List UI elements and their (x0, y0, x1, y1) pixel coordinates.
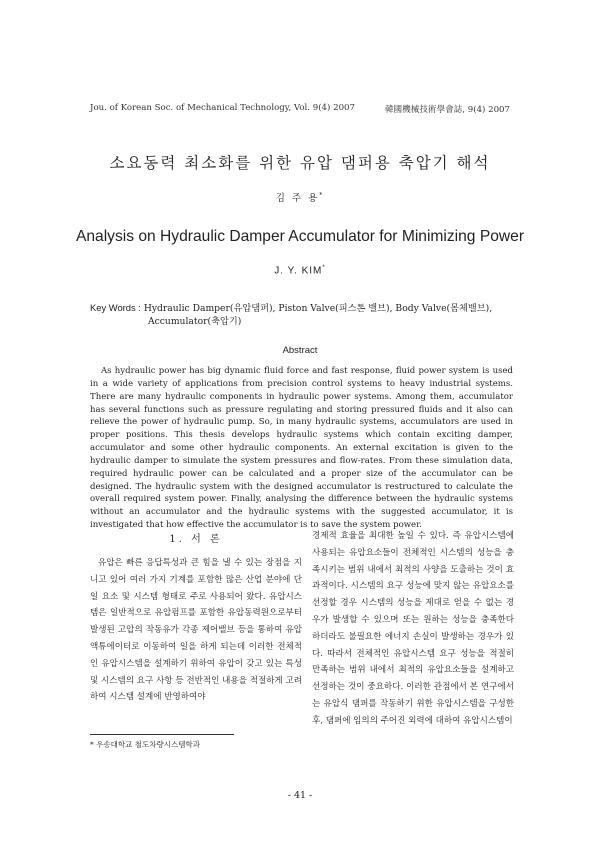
journal-header-left: Jou. of Korean Soc. of Mechanical Technology, Vol. 9(4) 2007 (90, 103, 355, 113)
keywords-line-2: Accumulator(축압기) (148, 316, 242, 327)
journal-header-right: 韓國機械技術學會誌, 9(4) 2007 (384, 105, 510, 115)
keywords-block (90, 301, 520, 328)
author-korean-mark: * (319, 191, 325, 199)
body-left-column: 유압은 빠른 응답특성과 큰 힘을 낼 수 있는 장점을 지니고 있어 여러 가지 기계를 포함한 많은 산업 분야에 단일 요소 및 시스템 형태로 주로 사용되어 왔다. 유압시스템은 일반적으로 유압펌프를 포함한 유압동력원으로부터 발생된 고압의 작동유가 각종 제어밸브 등을 통하여 유압 액튜에이터로 이동하여 일을 하게 되는데 이러한 전체적인 유압시스템을 설계하기 위하여 유압이 갖고 있는 특성 및 시스템의 요구 사항 등 전반적인 내용을 적절하게 고려하여 시스템 설계에 반영하여야 (90, 558, 302, 703)
page-number: - 41 - (287, 790, 313, 801)
abstract-body: As hydraulic power has big dynamic fluid force and fast response, fluid power system is used in a wide variety of applications from precision control systems to heavy industrial systems. There are many hydraulic components in hydraulic power systems. Among them, accumulator has several functions such as pressure regulating and storing pressured fluids and it also can relieve the power of hydraulic pump. So, in many hydraulic systems, accumulators are used in proper positions. This thesis develops hydraulic systems which contain exciting damper, accumulator and some other hydraulic components. An external excitation is given to the hydraulic damper to simulate the system pressures and flow-rates. From these simulation data, required hydraulic power can be calculated and a proper size of the accumulator can be designed. The hydraulic system with the designed accumulator is restructured to calculate the overall required system power. Finally, analysing the difference between the hydraulic systems without an accumulator and the hydraulic systems with the suggested accumulator, it is investigated that how effective the accumulator is to save the system power. (90, 366, 513, 531)
footnote-rule (90, 734, 234, 735)
section-1-heading: 1. 서 론 (169, 534, 223, 545)
footnote: * 우송대학교 철도차량시스템학과 (90, 740, 200, 749)
title-english: Analysis on Hydraulic Damper Accumulator for Minimizing Power (75, 228, 525, 245)
keywords-line-1: Hydraulic Damper(유압댐퍼), Piston Valve(피스톤 밸브), Body Valve(몸체밸브), (143, 303, 493, 314)
author-english-name: J. Y. KIM (274, 265, 323, 277)
author-korean-name: 김 주 용 (275, 193, 320, 204)
title-korean: 소요동력 최소화를 위한 유압 댐퍼용 축압기 해석 (109, 154, 491, 172)
body-right-column: 경제적 효율을 최대한 높일 수 있다. 즉 유압시스템에 사용되는 유압요소들이 전체적인 시스템의 성능을 충족시키는 범위 내에서 최적의 사양을 도출하는 것이 효과적이다. 시스템의 요구 성능에 맞지 않는 유압요소를 선정할 경우 시스템의 성능을 제대로 얻을 수 없는 경우가 발생할 수 있으며 또는 원하는 성능을 충족한다 하더라도 불필요한 에너지 손실이 발생하는 경우가 있다. 따라서 전체적인 유압시스템 요구 성능을 적절히 만족하는 범위 내에서 최적의 유압요소들을 설계하고 선정하는 것이 중요하다. 이러한 관점에서 본 연구에서는 유압식 댐퍼를 작동하기 위한 유압시스템을 구성한 후, 댐퍼에 임의의 주어진 외력에 대하여 유압시스템이 (312, 531, 514, 726)
author-english (0, 265, 600, 276)
keywords-label: Key Words : (90, 302, 141, 313)
author-korean (0, 190, 600, 204)
abstract-heading: Abstract (282, 345, 318, 356)
author-english-mark: * (322, 265, 326, 271)
